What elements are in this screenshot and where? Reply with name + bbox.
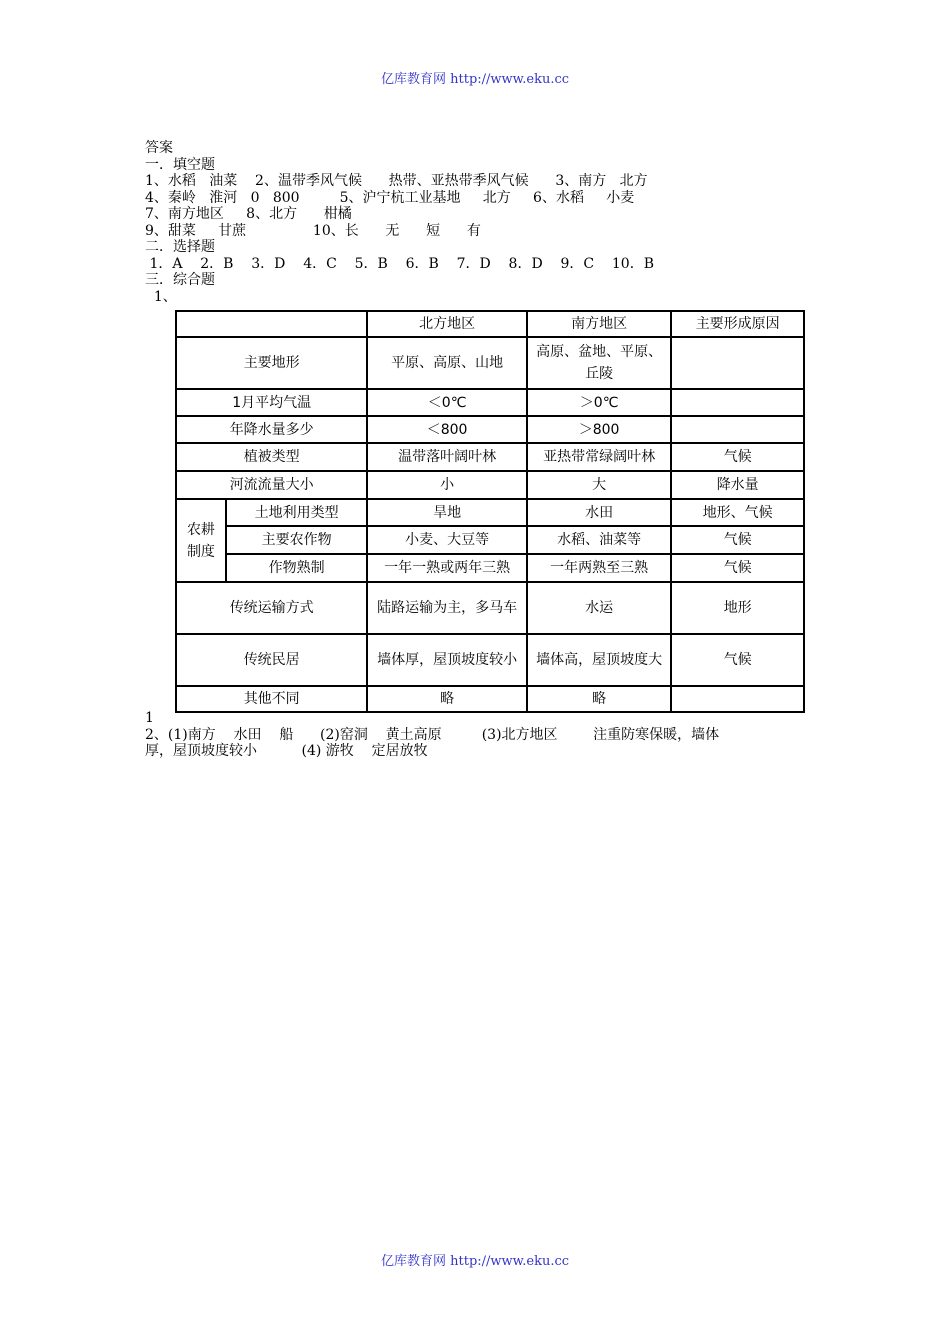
row-label: 传统民居 xyxy=(176,634,367,686)
section-3-heading: 三．综合题 xyxy=(145,272,215,288)
fill-answer-line-4: 9、甜菜 甘蔗 10、长 无 短 有 xyxy=(145,222,481,239)
table-row xyxy=(176,526,804,554)
row-label: 作物熟制 xyxy=(226,554,367,582)
answer-title: 答案 xyxy=(145,140,173,156)
question-2-answer-line-2: 厚，屋顶坡度较小 (4) 游牧 定居放牧 xyxy=(145,743,428,759)
comparison-table xyxy=(175,310,805,713)
cell-south: 亚热带常绿阔叶林 xyxy=(527,443,672,471)
row-label: 传统运输方式 xyxy=(176,582,367,634)
header-cell-north: 北方地区 xyxy=(367,311,526,337)
table-row xyxy=(176,582,804,634)
cell-reason: 降水量 xyxy=(671,471,804,499)
cell-south: 一年两熟至三熟 xyxy=(527,554,672,582)
cell-north: ＜0℃ xyxy=(367,389,526,416)
fill-answer-line-2: 4、秦岭 淮河 0 800 5、沪宁杭工业基地 北方 6、水稻 小麦 xyxy=(145,189,635,206)
table-row xyxy=(176,337,804,389)
cell-south: 高原、盆地、平原、丘陵 xyxy=(527,337,672,389)
cell-south: 水运 xyxy=(527,582,672,634)
table-row xyxy=(176,389,804,416)
table-row xyxy=(176,443,804,471)
cell-north: 旱地 xyxy=(367,499,526,526)
section-1-heading: 一．填空题 xyxy=(145,156,215,173)
tail-content xyxy=(145,710,810,760)
cell-reason xyxy=(671,337,804,389)
header-cell-south: 南方地区 xyxy=(527,311,672,337)
cell-south: ＞0℃ xyxy=(527,389,672,416)
tail-number: 1 xyxy=(145,710,154,726)
cell-north: 陆路运输为主，多马车 xyxy=(367,582,526,634)
cell-south: 略 xyxy=(527,686,672,712)
header-cell-empty xyxy=(176,311,367,337)
cell-reason xyxy=(671,389,804,416)
row-label: 植被类型 xyxy=(176,443,367,471)
row-label: 1月平均气温 xyxy=(176,389,367,416)
row-label: 土地利用类型 xyxy=(226,499,367,526)
row-label: 年降水量多少 xyxy=(176,416,367,443)
cell-north: 一年一熟或两年三熟 xyxy=(367,554,526,582)
table-row xyxy=(176,416,804,443)
cell-north: 小麦、大豆等 xyxy=(367,526,526,554)
cell-south: 水稻、油菜等 xyxy=(527,526,672,554)
cell-north: 温带落叶阔叶林 xyxy=(367,443,526,471)
cell-reason: 地形 xyxy=(671,582,804,634)
cell-north: 略 xyxy=(367,686,526,712)
question-2-answer-line-1: 2、(1)南方 水田 船 (2)窑洞 黄土高原 (3)北方地区 注重防寒保暖，墙体 xyxy=(145,726,720,743)
row-label: 河流流量大小 xyxy=(176,471,367,499)
cell-north: ＜800 xyxy=(367,416,526,443)
cell-reason: 气候 xyxy=(671,443,804,471)
cell-reason: 气候 xyxy=(671,554,804,582)
table-header-row xyxy=(176,311,804,337)
cell-north: 平原、高原、山地 xyxy=(367,337,526,389)
cell-north: 小 xyxy=(367,471,526,499)
row-label: 主要地形 xyxy=(176,337,367,389)
row-label: 主要农作物 xyxy=(226,526,367,554)
farm-group-label: 农耕制度 xyxy=(176,499,226,582)
cell-south: 墙体高，屋顶坡度大 xyxy=(527,634,672,686)
cell-south: 水田 xyxy=(527,499,672,526)
table-row xyxy=(176,471,804,499)
table-row xyxy=(176,686,804,712)
cell-south: 大 xyxy=(527,471,672,499)
cell-south: ＞800 xyxy=(527,416,672,443)
question-1-label: 1、 xyxy=(145,288,177,305)
section-2-heading: 二．选择题 xyxy=(145,239,215,255)
row-label: 其他不同 xyxy=(176,686,367,712)
choice-answers: 1．A 2．B 3．D 4．C 5．B 6．B 7．D 8．D 9．C 10．B xyxy=(145,255,654,272)
table-row xyxy=(176,499,804,526)
page-header: 亿库教育网 http://www.eku.cc xyxy=(380,72,570,87)
fill-answer-line-3: 7、南方地区 8、北方 柑橘 xyxy=(145,206,352,222)
table-row xyxy=(176,634,804,686)
cell-reason xyxy=(671,416,804,443)
cell-reason: 地形、气候 xyxy=(671,499,804,526)
cell-reason: 气候 xyxy=(671,526,804,554)
cell-reason xyxy=(671,686,804,712)
fill-answer-line-1: 1、水稻 油菜 2、温带季风气候 热带、亚热带季风气候 3、南方 北方 xyxy=(145,173,648,189)
page-footer: 亿库教育网 http://www.eku.cc xyxy=(380,1254,570,1269)
table-row xyxy=(176,554,804,582)
cell-reason: 气候 xyxy=(671,634,804,686)
cell-north: 墙体厚，屋顶坡度较小 xyxy=(367,634,526,686)
header-cell-reason: 主要形成原因 xyxy=(671,311,804,337)
answer-content xyxy=(145,140,810,305)
